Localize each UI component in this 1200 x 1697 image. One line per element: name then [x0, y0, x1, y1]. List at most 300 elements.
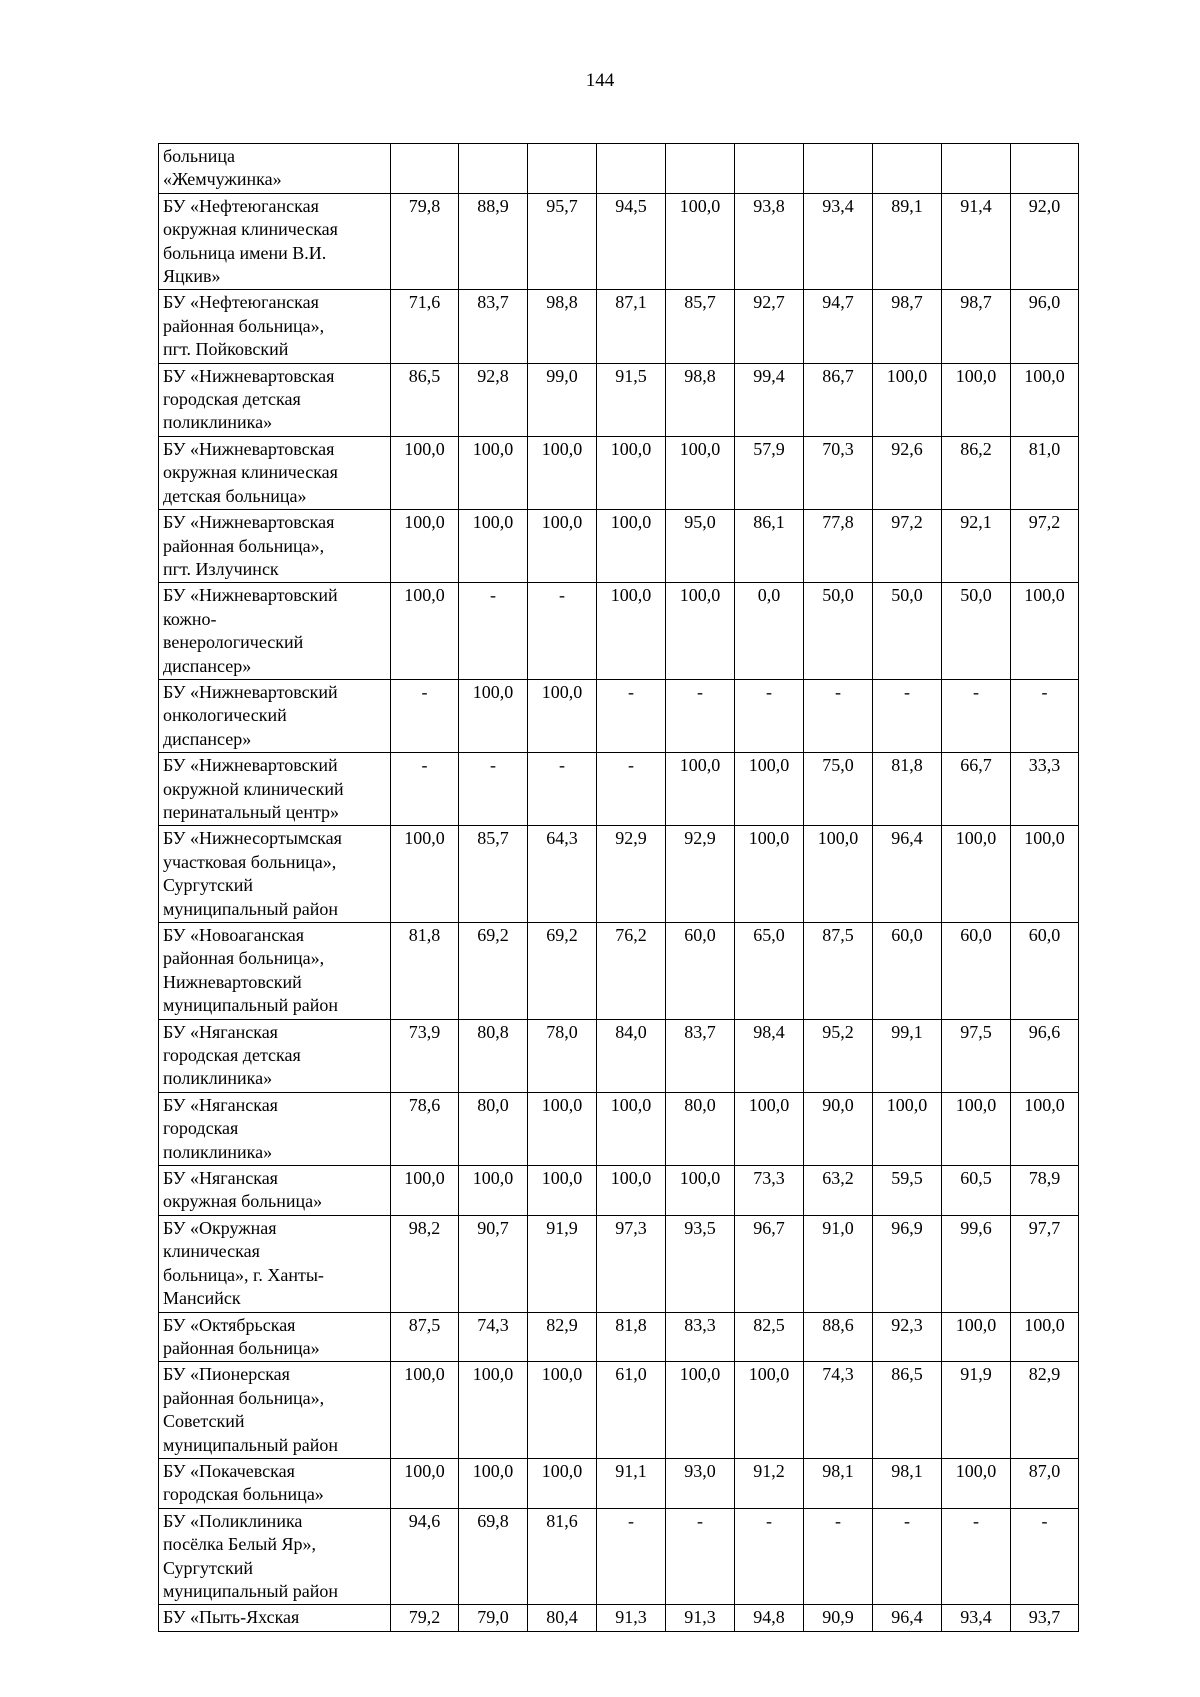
value-cell: 60,0 [1011, 923, 1079, 1020]
institution-name-line: районная больница», [163, 535, 325, 556]
value-cell: - [666, 1508, 735, 1605]
value-cell: 92,9 [666, 826, 735, 923]
institution-name-line: БУ «Нижнесортымская [163, 828, 342, 849]
value-cell: 93,4 [804, 193, 873, 290]
value-cell: 66,7 [942, 753, 1011, 826]
value-cell: 61,0 [597, 1362, 666, 1459]
value-cell: 93,4 [942, 1605, 1011, 1631]
value-cell: 92,8 [459, 363, 528, 436]
value-cell: 100,0 [459, 510, 528, 583]
institution-name-line: окружная больница» [163, 1191, 323, 1212]
value-cell: 78,9 [1011, 1166, 1079, 1216]
value-cell: 100,0 [735, 1362, 804, 1459]
institution-name-line: БУ «Нижневартовский [163, 755, 338, 776]
value-cell: 99,4 [735, 363, 804, 436]
value-cell: - [597, 679, 666, 752]
institution-name-cell [159, 1508, 391, 1605]
institution-name-line: посёлка Белый Яр», [163, 1534, 317, 1555]
value-cell: 100,0 [597, 510, 666, 583]
value-cell: 96,6 [1011, 1019, 1079, 1092]
value-cell: 80,0 [666, 1092, 735, 1165]
value-cell: 100,0 [528, 1092, 597, 1165]
institution-name-cell [159, 1092, 391, 1165]
value-cell: 95,2 [804, 1019, 873, 1092]
table-row [159, 1215, 1079, 1312]
value-cell: 91,1 [597, 1458, 666, 1508]
value-cell: 98,1 [804, 1458, 873, 1508]
institution-name-line: БУ «Няганская [163, 1021, 278, 1042]
value-cell: 100,0 [459, 1362, 528, 1459]
institution-name-line: БУ «Новоаганская [163, 925, 305, 945]
institution-name-line: Мансийск [163, 1288, 241, 1309]
value-cell: 100,0 [942, 363, 1011, 436]
value-cell: 83,7 [459, 290, 528, 363]
value-cell: 63,2 [804, 1166, 873, 1216]
table-row [159, 826, 1079, 923]
institution-name-line: больница [163, 146, 235, 166]
value-cell: - [597, 1508, 666, 1605]
value-cell: - [528, 583, 597, 680]
institution-name-line: БУ «Покачевская [163, 1460, 295, 1481]
table-row [159, 363, 1079, 436]
value-cell: 92,7 [735, 290, 804, 363]
value-cell: - [1011, 1508, 1079, 1605]
value-cell: 98,7 [942, 290, 1011, 363]
value-cell [735, 144, 804, 194]
value-cell: 100,0 [459, 1458, 528, 1508]
institution-name-cell [159, 1312, 391, 1362]
value-cell: 92,6 [873, 436, 942, 509]
value-cell: - [873, 679, 942, 752]
value-cell: 87,5 [391, 1312, 459, 1362]
table-row [159, 753, 1079, 826]
institution-name-line: окружная клиническая [163, 462, 338, 483]
institution-name-line: районная больница», [163, 315, 325, 336]
value-cell: 81,8 [873, 753, 942, 826]
table-row [159, 436, 1079, 509]
institution-name-line: муниципальный район [163, 995, 339, 1016]
institution-name-line: кожно- [163, 608, 217, 629]
value-cell: 60,0 [873, 923, 942, 1020]
value-cell: 74,3 [804, 1362, 873, 1459]
value-cell [942, 144, 1011, 194]
value-cell: 98,8 [666, 363, 735, 436]
value-cell [391, 144, 459, 194]
value-cell: 79,2 [391, 1605, 459, 1631]
value-cell: 100,0 [1011, 363, 1079, 436]
institution-name-line: муниципальный район [163, 1434, 339, 1455]
value-cell: 100,0 [666, 753, 735, 826]
table-row [159, 679, 1079, 752]
value-cell: 100,0 [873, 363, 942, 436]
value-cell: 83,3 [666, 1312, 735, 1362]
value-cell: 100,0 [391, 1166, 459, 1216]
institution-name-cell [159, 436, 391, 509]
value-cell: 98,2 [391, 1215, 459, 1312]
value-cell: 81,6 [528, 1508, 597, 1605]
value-cell: 100,0 [1011, 583, 1079, 680]
value-cell: 100,0 [391, 1362, 459, 1459]
value-cell: 87,0 [1011, 1458, 1079, 1508]
institution-name-line: клиническая [163, 1241, 260, 1262]
value-cell: 33,3 [1011, 753, 1079, 826]
value-cell: 100,0 [735, 826, 804, 923]
institution-name-line: пгт. Излучинск [163, 558, 279, 579]
value-cell: 86,5 [391, 363, 459, 436]
value-cell: 100,0 [597, 583, 666, 680]
value-cell: 100,0 [391, 826, 459, 923]
value-cell: 87,1 [597, 290, 666, 363]
institution-name-line: городская больница» [163, 1484, 324, 1505]
table-row [159, 1458, 1079, 1508]
value-cell: 100,0 [942, 1092, 1011, 1165]
value-cell: 96,0 [1011, 290, 1079, 363]
value-cell: 91,5 [597, 363, 666, 436]
value-cell: 91,9 [528, 1215, 597, 1312]
value-cell: 71,6 [391, 290, 459, 363]
value-cell: 100,0 [391, 1458, 459, 1508]
value-cell: 100,0 [597, 1166, 666, 1216]
value-cell: 89,1 [873, 193, 942, 290]
value-cell: - [942, 1508, 1011, 1605]
value-cell: 100,0 [528, 1166, 597, 1216]
value-cell: - [666, 679, 735, 752]
value-cell: 100,0 [528, 679, 597, 752]
institution-name-line: окружной клинический [163, 778, 344, 799]
value-cell: 91,0 [804, 1215, 873, 1312]
value-cell [597, 144, 666, 194]
value-cell: 93,7 [1011, 1605, 1079, 1631]
institution-name-line: больница», г. Ханты- [163, 1264, 324, 1285]
value-cell: - [873, 1508, 942, 1605]
value-cell: 100,0 [528, 1362, 597, 1459]
value-cell: 91,4 [942, 193, 1011, 290]
institution-name-line: муниципальный район [163, 1580, 339, 1601]
value-cell: 59,5 [873, 1166, 942, 1216]
value-cell: 100,0 [528, 510, 597, 583]
institution-name-line: БУ «Поликлиника [163, 1510, 303, 1531]
value-cell: 70,3 [804, 436, 873, 509]
institution-name-line: диспансер» [163, 728, 252, 749]
institution-name-cell [159, 290, 391, 363]
value-cell: 86,1 [735, 510, 804, 583]
value-cell: 99,1 [873, 1019, 942, 1092]
value-cell: 65,0 [735, 923, 804, 1020]
value-cell: 76,2 [597, 923, 666, 1020]
value-cell: 100,0 [666, 1362, 735, 1459]
value-cell: 91,9 [942, 1362, 1011, 1459]
value-cell [873, 144, 942, 194]
value-cell: 97,3 [597, 1215, 666, 1312]
institution-name-line: перинатальный центр» [163, 801, 340, 822]
value-cell: 100,0 [391, 583, 459, 680]
institution-name-line: БУ «Нижневартовская [163, 512, 335, 533]
value-cell: 60,0 [666, 923, 735, 1020]
institution-name-cell [159, 1362, 391, 1459]
institution-name-line: БУ «Октябрьская [163, 1314, 296, 1335]
value-cell: 100,0 [873, 1092, 942, 1165]
value-cell: - [804, 679, 873, 752]
value-cell: 50,0 [873, 583, 942, 680]
value-cell: 100,0 [459, 679, 528, 752]
institution-name-line: онкологический [163, 705, 287, 726]
value-cell: 100,0 [528, 436, 597, 509]
institution-name-line: «Жемчужинка» [163, 169, 282, 190]
table-row [159, 1362, 1079, 1459]
value-cell: 69,2 [528, 923, 597, 1020]
institution-name-line: БУ «Пыть-Яхская [163, 1607, 300, 1628]
value-cell: 92,0 [1011, 193, 1079, 290]
value-cell: 73,3 [735, 1166, 804, 1216]
institution-name-cell [159, 753, 391, 826]
value-cell: 80,0 [459, 1092, 528, 1165]
value-cell: 100,0 [804, 826, 873, 923]
data-table [158, 143, 1079, 1632]
institution-name-line: БУ «Нефтеюганская [163, 292, 319, 313]
value-cell: 80,4 [528, 1605, 597, 1631]
value-cell: 100,0 [735, 1092, 804, 1165]
value-cell [1011, 144, 1079, 194]
value-cell: 79,8 [391, 193, 459, 290]
value-cell: 93,8 [735, 193, 804, 290]
value-cell: 86,7 [804, 363, 873, 436]
institution-name-line: БУ «Нижневартовский [163, 585, 338, 606]
value-cell: 100,0 [942, 1458, 1011, 1508]
value-cell: 82,5 [735, 1312, 804, 1362]
value-cell [666, 144, 735, 194]
institution-name-line: окружная клиническая [163, 219, 338, 240]
value-cell: 91,2 [735, 1458, 804, 1508]
value-cell: 81,0 [1011, 436, 1079, 509]
value-cell: 86,5 [873, 1362, 942, 1459]
value-cell: 95,0 [666, 510, 735, 583]
institution-name-line: Советский [163, 1411, 245, 1432]
value-cell: - [459, 583, 528, 680]
institution-name-line: БУ «Няганская [163, 1168, 278, 1189]
value-cell: 81,8 [597, 1312, 666, 1362]
table-row [159, 144, 1079, 194]
institution-name-line: городская детская [163, 389, 301, 410]
institution-name-line: поликлиника» [163, 412, 273, 433]
institution-name-line: Нижневартовский [163, 971, 302, 992]
value-cell: 87,5 [804, 923, 873, 1020]
institution-name-cell [159, 144, 391, 194]
value-cell: 78,0 [528, 1019, 597, 1092]
value-cell: 95,7 [528, 193, 597, 290]
value-cell: 97,2 [1011, 510, 1079, 583]
institution-name-line: БУ «Нижневартовская [163, 438, 335, 459]
value-cell: 91,3 [666, 1605, 735, 1631]
value-cell: 90,7 [459, 1215, 528, 1312]
value-cell: - [528, 753, 597, 826]
institution-name-line: районная больница», [163, 948, 325, 969]
table-row [159, 923, 1079, 1020]
value-cell: 82,9 [528, 1312, 597, 1362]
value-cell: 90,0 [804, 1092, 873, 1165]
value-cell: 93,5 [666, 1215, 735, 1312]
value-cell: 96,4 [873, 1605, 942, 1631]
value-cell: 100,0 [597, 436, 666, 509]
value-cell: 91,3 [597, 1605, 666, 1631]
institution-name-line: муниципальный район [163, 898, 339, 919]
value-cell: 98,7 [873, 290, 942, 363]
institution-name-line: участковая больница», [163, 851, 337, 872]
value-cell: 60,0 [942, 923, 1011, 1020]
value-cell: 90,9 [804, 1605, 873, 1631]
value-cell: 100,0 [1011, 1092, 1079, 1165]
value-cell: 100,0 [528, 1458, 597, 1508]
institution-name-cell [159, 1215, 391, 1312]
value-cell: 85,7 [666, 290, 735, 363]
institution-name-cell [159, 1458, 391, 1508]
institution-name-line: больница имени В.И. [163, 242, 327, 263]
table-row [159, 1092, 1079, 1165]
value-cell: 69,8 [459, 1508, 528, 1605]
value-cell: 57,9 [735, 436, 804, 509]
page-number: 144 [585, 70, 615, 91]
value-cell: 81,8 [391, 923, 459, 1020]
institution-name-line: венерологический [163, 632, 304, 653]
value-cell: 50,0 [804, 583, 873, 680]
table-row [159, 193, 1079, 290]
value-cell [528, 144, 597, 194]
value-cell: 96,7 [735, 1215, 804, 1312]
value-cell: 75,0 [804, 753, 873, 826]
value-cell: 94,8 [735, 1605, 804, 1631]
table-row [159, 1166, 1079, 1216]
value-cell: 74,3 [459, 1312, 528, 1362]
institution-name-line: пгт. Пойковский [163, 339, 289, 360]
institution-name-line: детская больница» [163, 485, 307, 506]
value-cell: 82,9 [1011, 1362, 1079, 1459]
table-row [159, 1508, 1079, 1605]
value-cell: 100,0 [666, 436, 735, 509]
value-cell: 92,9 [597, 826, 666, 923]
institution-name-cell [159, 923, 391, 1020]
value-cell: 100,0 [391, 436, 459, 509]
value-cell: - [391, 679, 459, 752]
institution-name-line: Сургутский [163, 875, 254, 896]
institution-name-cell [159, 583, 391, 680]
table-row [159, 583, 1079, 680]
value-cell: 98,1 [873, 1458, 942, 1508]
institution-name-cell [159, 1166, 391, 1216]
table-row [159, 1605, 1079, 1631]
value-cell [804, 144, 873, 194]
value-cell: 64,3 [528, 826, 597, 923]
institution-name-cell [159, 510, 391, 583]
institution-name-line: районная больница» [163, 1337, 320, 1358]
value-cell: 0,0 [735, 583, 804, 680]
value-cell: 60,5 [942, 1166, 1011, 1216]
value-cell: 97,5 [942, 1019, 1011, 1092]
table-row [159, 1019, 1079, 1092]
value-cell: 88,6 [804, 1312, 873, 1362]
institution-name-line: Яцкив» [163, 266, 221, 287]
value-cell: 50,0 [942, 583, 1011, 680]
value-cell: 92,1 [942, 510, 1011, 583]
value-cell: 83,7 [666, 1019, 735, 1092]
institution-name-cell [159, 826, 391, 923]
value-cell: 86,2 [942, 436, 1011, 509]
value-cell: 100,0 [1011, 1312, 1079, 1362]
value-cell: - [735, 679, 804, 752]
value-cell: 69,2 [459, 923, 528, 1020]
institution-name-cell [159, 679, 391, 752]
institution-name-cell [159, 363, 391, 436]
value-cell: - [597, 753, 666, 826]
institution-name-line: БУ «Нижневартовская [163, 365, 335, 386]
value-cell: 94,5 [597, 193, 666, 290]
value-cell: 100,0 [1011, 826, 1079, 923]
table-row [159, 290, 1079, 363]
institution-name-line: городская [163, 1118, 239, 1139]
institution-name-line: БУ «Нижневартовский [163, 681, 338, 702]
value-cell: 96,4 [873, 826, 942, 923]
value-cell: 80,8 [459, 1019, 528, 1092]
value-cell: - [1011, 679, 1079, 752]
institution-name-line: поликлиника» [163, 1068, 273, 1089]
value-cell: 97,2 [873, 510, 942, 583]
institution-name-line: БУ «Окружная [163, 1217, 277, 1238]
value-cell: 100,0 [666, 583, 735, 680]
value-cell: 85,7 [459, 826, 528, 923]
value-cell: 94,7 [804, 290, 873, 363]
institution-name-line: диспансер» [163, 655, 252, 676]
institution-name-cell [159, 193, 391, 290]
value-cell: 97,7 [1011, 1215, 1079, 1312]
institution-name-cell [159, 1605, 391, 1631]
value-cell: 100,0 [666, 193, 735, 290]
value-cell: 100,0 [942, 826, 1011, 923]
value-cell: 98,4 [735, 1019, 804, 1092]
value-cell: 73,9 [391, 1019, 459, 1092]
value-cell: 100,0 [597, 1092, 666, 1165]
institution-name-cell [159, 1019, 391, 1092]
value-cell: - [459, 753, 528, 826]
table-body [159, 144, 1079, 1632]
value-cell: 88,9 [459, 193, 528, 290]
table-row [159, 1312, 1079, 1362]
value-cell: - [391, 753, 459, 826]
value-cell: - [804, 1508, 873, 1605]
institution-name-line: поликлиника» [163, 1141, 273, 1162]
value-cell: 98,8 [528, 290, 597, 363]
institution-name-line: городская детская [163, 1045, 301, 1066]
institution-name-line: Сургутский [163, 1557, 254, 1578]
value-cell: 77,8 [804, 510, 873, 583]
institution-name-line: БУ «Нефтеюганская [163, 195, 319, 216]
value-cell: 100,0 [459, 1166, 528, 1216]
value-cell: 96,9 [873, 1215, 942, 1312]
value-cell: 99,6 [942, 1215, 1011, 1312]
value-cell: 100,0 [666, 1166, 735, 1216]
value-cell: - [735, 1508, 804, 1605]
value-cell: 100,0 [391, 510, 459, 583]
value-cell: 84,0 [597, 1019, 666, 1092]
value-cell: 79,0 [459, 1605, 528, 1631]
institution-name-line: районная больница», [163, 1387, 325, 1408]
value-cell [459, 144, 528, 194]
value-cell: 99,0 [528, 363, 597, 436]
value-cell: 78,6 [391, 1092, 459, 1165]
value-cell: 100,0 [942, 1312, 1011, 1362]
value-cell: 93,0 [666, 1458, 735, 1508]
value-cell: 100,0 [459, 436, 528, 509]
value-cell: 94,6 [391, 1508, 459, 1605]
value-cell: - [942, 679, 1011, 752]
value-cell: 92,3 [873, 1312, 942, 1362]
